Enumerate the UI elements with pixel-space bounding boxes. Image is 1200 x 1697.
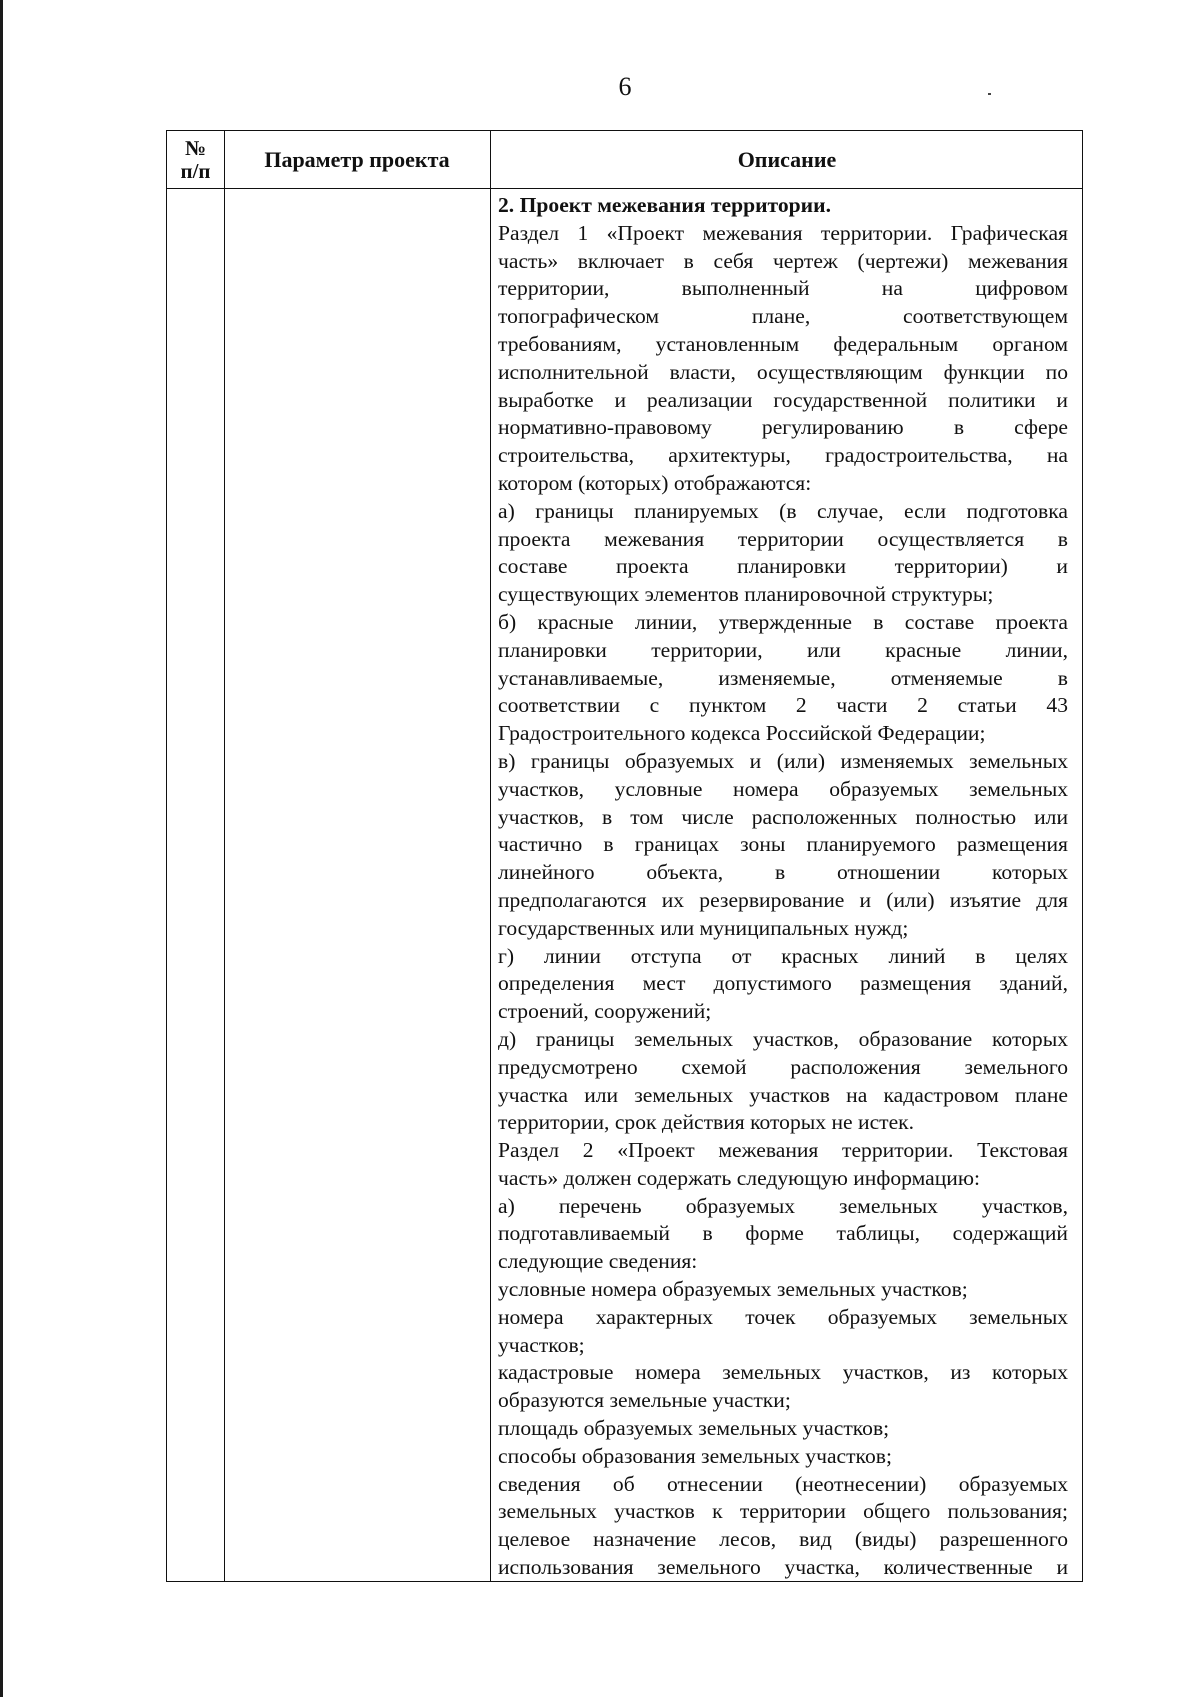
description-line: участков; [498, 1332, 585, 1357]
description-line: строительства, архитектуры, градостроительства, на [498, 443, 1068, 468]
page-number: 6 [618, 72, 632, 101]
description-line: территории, срок действия которых не истек. [498, 1110, 915, 1135]
description-line: образуются земельные участки; [498, 1388, 791, 1413]
description-line: часть» включает в себя чертеж (чертежи) межевания [498, 248, 1068, 273]
description-line: площадь образуемых земельных участков; [498, 1416, 890, 1441]
description-line: линейного объекта, в отношении которых [498, 860, 1068, 885]
description-line: территории, выполненный на цифровом [498, 276, 1068, 301]
description-line: следующие сведения: [498, 1249, 698, 1274]
description-line: в) границы образуемых и (или) изменяемых земельных [498, 748, 1068, 773]
description-line: выработке и реализации государственной политики и [498, 387, 1068, 412]
description-line: а) границы планируемых (в случае, если подготовка [498, 498, 1068, 523]
description-line: определения мест допустимого размещения зданий, [498, 971, 1068, 996]
description-line: подготавливаемый в форме таблицы, содержащий [498, 1221, 1068, 1246]
column-divider-2 [490, 131, 491, 1581]
description-line: г) линии отступа от красных линий в целях [498, 943, 1068, 968]
scan-speck [988, 93, 991, 95]
description-line: исполнительной власти, осуществляющим функции по [498, 359, 1068, 384]
description-cell [498, 192, 1068, 1582]
description-line: топографическом плане, соответствующем [498, 304, 1068, 329]
header-parameter: Параметр проекта [264, 146, 450, 172]
header-description: Описание [737, 146, 837, 172]
description-line: проекта межевания территории осуществляется в [498, 526, 1068, 551]
description-line: часть» должен содержать следующую информацию: [498, 1165, 980, 1190]
description-line: участка или земельных участков на кадастровом плане [498, 1082, 1068, 1107]
description-line: частично в границах зоны планируемого размещения [498, 832, 1068, 857]
description-line: д) границы земельных участков, образование которых [498, 1026, 1068, 1051]
description-line: Градостроительного кодекса Российской Федерации; [498, 721, 986, 746]
description-line: сведения об отнесении (неотнесении) образуемых [498, 1471, 1068, 1496]
description-line: земельных участков к территории общего пользования; [498, 1499, 1068, 1524]
description-line: Раздел 1 «Проект межевания территории. Графическая [498, 220, 1068, 245]
description-line: участков, условные номера образуемых земельных [498, 776, 1068, 801]
description-line: предусмотрено схемой расположения земельного [498, 1054, 1068, 1079]
description-line: кадастровые номера земельных участков, из которых [498, 1360, 1068, 1385]
description-line: требованиям, установленным федеральным органом [498, 331, 1068, 356]
project-parameters-table [166, 130, 1083, 1582]
description-line: условные номера образуемых земельных участков; [498, 1277, 968, 1302]
description-line: б) красные линии, утвержденные в составе проекта [498, 609, 1068, 634]
description-line: планировки территории, или красные линии, [498, 637, 1068, 662]
description-line: номера характерных точек образуемых земельных [498, 1304, 1068, 1329]
description-line: составе проекта планировки территории) и [498, 554, 1068, 579]
column-divider-1 [224, 131, 225, 1581]
description-line: а) перечень образуемых земельных участков, [498, 1193, 1068, 1218]
description-line: нормативно-правовому регулированию в сфере [498, 415, 1068, 440]
description-line: существующих элементов планировочной структуры; [498, 582, 994, 607]
description-line: строений, сооружений; [498, 999, 712, 1024]
description-line: государственных или муниципальных нужд; [498, 915, 909, 940]
description-line: целевое назначение лесов, вид (виды) разрешенного [498, 1527, 1068, 1552]
header-number-symbol: № [184, 135, 207, 160]
description-line: устанавливаемые, изменяемые, отменяемые в [498, 665, 1068, 690]
header-number [167, 131, 224, 188]
header-divider [167, 188, 1082, 189]
description-line: Раздел 2 «Проект межевания территории. Текстовая [498, 1138, 1068, 1163]
description-line: соответствии с пунктом 2 части 2 статьи 43 [498, 693, 1068, 718]
description-line: предполагаются их резервирование и (или) изъятие для [498, 887, 1068, 912]
description-line: способы образования земельных участков; [498, 1443, 892, 1468]
description-line: использования земельного участка, количественные и [498, 1555, 1068, 1580]
description-line: участков, в том числе расположенных полностью или [498, 804, 1068, 829]
description-line: 2. Проект межевания территории. [498, 193, 831, 217]
header-number-abbrev: п/п [180, 158, 211, 183]
scan-edge-line [0, 0, 3, 1697]
description-line: котором (которых) отображаются: [498, 470, 812, 495]
